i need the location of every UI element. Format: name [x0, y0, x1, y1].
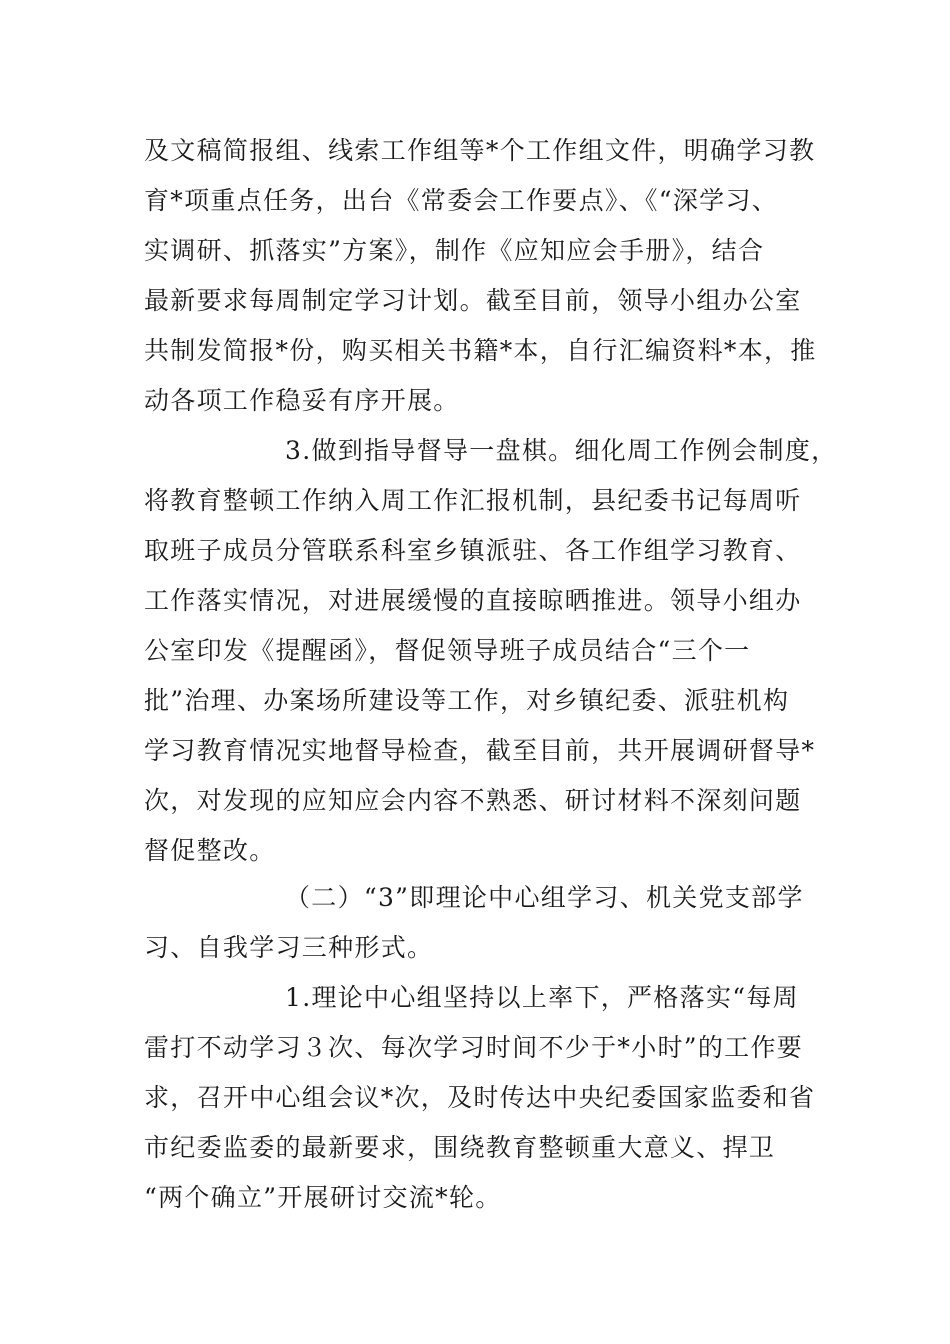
text-line-15: 督促整改。 — [144, 836, 276, 865]
text-line-21: 市纪委监委的最新要求，围绕教育整顿重大意义、捍卫 — [144, 1133, 776, 1162]
text-line-17: 习、自我学习三种形式。 — [144, 933, 434, 962]
text-line-14: 次，对发现的应知应会内容不熟悉、研讨材料不深刻问题 — [144, 786, 802, 815]
paragraph-heading-1: 1.理论中心组坚持以上率下，严格落实“每周 — [285, 983, 799, 1012]
text-line-6: 动各项工作稳妥有序开展。 — [144, 386, 460, 415]
section-heading-2: （二）“3”即理论中心组学习、机关党支部学 — [285, 883, 804, 912]
text-line-1: 及文稿简报组、线索工作组等*个工作组文件，明确学习教 — [144, 136, 816, 165]
text-line-9: 取班子成员分管联系科室乡镇派驻、各工作组学习教育、 — [144, 536, 802, 565]
text-line-19: 雷打不动学习３次、每次学习时间不少于*小时”的工作要 — [144, 1033, 804, 1062]
text-line-22: “两个确立”开展研讨交流*轮。 — [144, 1183, 502, 1212]
text-line-10: 工作落实情况，对进展缓慢的直接晾晒推进。领导小组办 — [144, 586, 802, 615]
text-line-12: 批”治理、办案场所建设等工作，对乡镇纪委、派驻机构 — [144, 686, 790, 715]
text-line-3: 实调研、抓落实”方案》，制作《应知应会手册》，结合 — [144, 236, 765, 265]
text-line-11: 公室印发《提醒函》，督促领导班子成员结合“三个一 — [144, 636, 751, 665]
paragraph-heading-3: 3.做到指导督导一盘棋。细化周工作例会制度， — [285, 436, 838, 465]
text-line-20: 求，召开中心组会议*次，及时传达中央纪委国家监委和省 — [144, 1083, 816, 1112]
text-line-13: 学习教育情况实地督导检查，截至目前，共开展调研督导* — [144, 736, 816, 765]
text-line-2: 育*项重点任务，出台《常委会工作要点》、《“深学习、 — [144, 186, 779, 215]
text-line-4: 最新要求每周制定学习计划。截至目前，领导小组办公室 — [144, 286, 802, 315]
text-line-5: 共制发简报*份，购买相关书籍*本，自行汇编资料*本，推 — [144, 336, 817, 365]
text-line-8: 将教育整顿工作纳入周工作汇报机制，县纪委书记每周听 — [144, 486, 802, 515]
